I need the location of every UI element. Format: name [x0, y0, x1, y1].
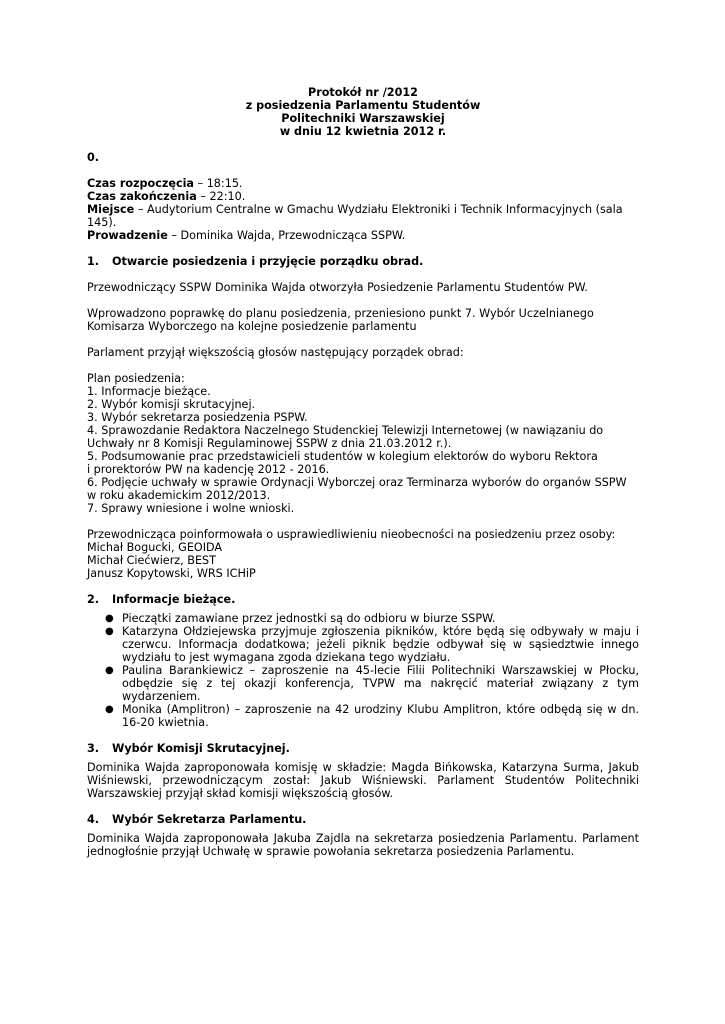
title-line-3: Politechniki Warszawskiej: [281, 112, 445, 125]
section-3-heading: [87, 742, 639, 755]
list-item-text: Pieczątki zamawiane przez jednostki są do odbioru w biurze SSPW.: [122, 612, 496, 625]
plan-title: Plan posiedzenia:: [87, 372, 185, 385]
meta-place: [87, 203, 639, 216]
bullet-icon: ●: [105, 704, 114, 715]
bullet-icon: ●: [105, 626, 114, 637]
section-3-number: 3.: [87, 742, 100, 755]
section-2-number: 2.: [87, 593, 100, 606]
meta-start: [87, 177, 639, 190]
plan-item: 7. Sprawy wniesione i wolne wnioski.: [87, 502, 295, 515]
section-2-heading: [87, 593, 639, 606]
s1-paragraph-3: Parlament przyjął większością głosów następujący porządek obrad:: [87, 346, 464, 359]
list-item-text: Katarzyna Ołdziejewska przyjmuje zgłoszenia pikników, które będą się odbywały w maju i czerwcu. Informacja dodatkowa; jeżeli piknik będzie odbywał się w sąsiedztwie innego wydziału to jest wymagana zgoda dziekana tego wydziału.: [122, 625, 639, 664]
plan-item: 6. Podjęcie uchwały w sprawie Ordynacji Wyborczej oraz Terminarza wyborów do organów SSPW: [87, 476, 627, 489]
title-line-4: w dniu 12 kwietnia 2012 r.: [279, 125, 447, 138]
meta-place-label: Miejsce: [87, 203, 135, 216]
absent-person: Michał Ciećwierz, BEST: [87, 554, 216, 567]
s3-paragraph: Dominika Wajda zaproponowała komisję w składzie: Magda Bińkowska, Katarzyna Surma, Jakub Wiśniewski, przewodniczącym został: Jakub Wiśniewski. Parlament Studentów Politechniki Warszawskiej przyjął skład komisji większością głosów.: [87, 761, 639, 800]
section-1-number: 1.: [87, 255, 100, 268]
section-3-title: Wybór Komisji Skrutacyjnej.: [112, 742, 290, 755]
list-item: [87, 625, 639, 664]
list-item-text: Monika (Amplitron) – zaproszenie na 42 urodziny Klubu Amplitron, które odbędą się w dn. 16-20 kwietnia.: [122, 703, 639, 729]
meta-place-cont: 145).: [87, 216, 117, 229]
bullet-icon: ●: [105, 613, 114, 624]
s4-paragraph: Dominika Wajda zaproponowała Jakuba Zajdla na sekretarza posiedzenia Parlamentu. Parlament jednogłośnie przyjął Uchwałę w sprawie powołania sekretarza posiedzenia Parlamentu.: [87, 832, 639, 858]
meta-start-value: – 18:15.: [193, 177, 243, 190]
meta-chair-label: Prowadzenie: [87, 229, 168, 242]
section-1-heading: [87, 255, 639, 268]
section-2-title: Informacje bieżące.: [112, 593, 236, 606]
plan-item: 1. Informacje bieżące.: [87, 385, 211, 398]
meta-place-value-1: – Audytorium Centralne w Gmachu Wydziału Elektroniki i Technik Informacyjnych (sala: [134, 203, 623, 216]
list-item: [87, 703, 639, 729]
s1-paragraph-2b: Komisarza Wyborczego na kolejne posiedzenie parlamentu: [87, 320, 417, 333]
meta-end-value: – 22:10.: [196, 190, 246, 203]
document-page: [87, 86, 639, 858]
absent-intro: Przewodnicząca poinformowała o usprawiedliwieniu nieobecności na posiedzeniu przez osoby:: [87, 528, 616, 541]
plan-item: w roku akademickim 2012/2013.: [87, 489, 271, 502]
plan-item: 4. Sprawozdanie Redaktora Naczelnego Studenckiej Telewizji Internetowej (w nawiązaniu do: [87, 424, 604, 437]
title-line-2: z posiedzenia Parlamentu Studentów: [245, 99, 481, 112]
meta-end: [87, 190, 639, 203]
plan-item: 2. Wybór komisji skrutacyjnej.: [87, 398, 256, 411]
document-title: [87, 86, 639, 138]
absent-person: Janusz Kopytowski, WRS ICHiP: [87, 567, 256, 580]
absent-person: Michał Bogucki, GEOIDA: [87, 541, 223, 554]
title-line-1: Protokół nr /2012: [308, 86, 418, 99]
plan-item: Uchwały nr 8 Komisji Regulaminowej SSPW z dnia 21.03.2012 r.).: [87, 437, 452, 450]
bullet-icon: ●: [105, 665, 114, 676]
list-item: [87, 612, 639, 625]
plan-item: 3. Wybór sekretarza posiedzenia PSPW.: [87, 411, 308, 424]
list-item: [87, 664, 639, 703]
meta-end-label: Czas zakończenia: [87, 190, 197, 203]
s1-paragraph-1: Przewodniczący SSPW Dominika Wajda otworzyła Posiedzenie Parlamentu Studentów PW.: [87, 281, 588, 294]
section-0-label: 0.: [87, 151, 100, 164]
section-4-title: Wybór Sekretarza Parlamentu.: [112, 813, 307, 826]
section-4-number: 4.: [87, 813, 100, 826]
meta-chair-value: – Dominika Wajda, Przewodnicząca SSPW.: [167, 229, 406, 242]
s1-paragraph-2a: Wprowadzono poprawkę do planu posiedzenia, przeniesiono punkt 7. Wybór Uczelnianego: [87, 307, 594, 320]
list-item-text: Paulina Barankiewicz – zaproszenie na 45-lecie Filii Politechniki Warszawskiej w Płocku, odbędzie się z tej okazji konferencja, TVPW ma nakręcić materiał związany z tym wydarzeniem.: [122, 664, 639, 703]
meta-start-label: Czas rozpoczęcia: [87, 177, 194, 190]
info-list: [87, 612, 639, 729]
meta-chair: [87, 229, 639, 242]
plan-item: i prorektorów PW na kadencję 2012 - 2016.: [87, 463, 330, 476]
section-4-heading: [87, 813, 639, 826]
section-1-title: Otwarcie posiedzenia i przyjęcie porządku obrad.: [112, 255, 424, 268]
plan-item: 5. Podsumowanie prac przedstawicieli studentów w kolegium elektorów do wyboru Rektora: [87, 450, 598, 463]
